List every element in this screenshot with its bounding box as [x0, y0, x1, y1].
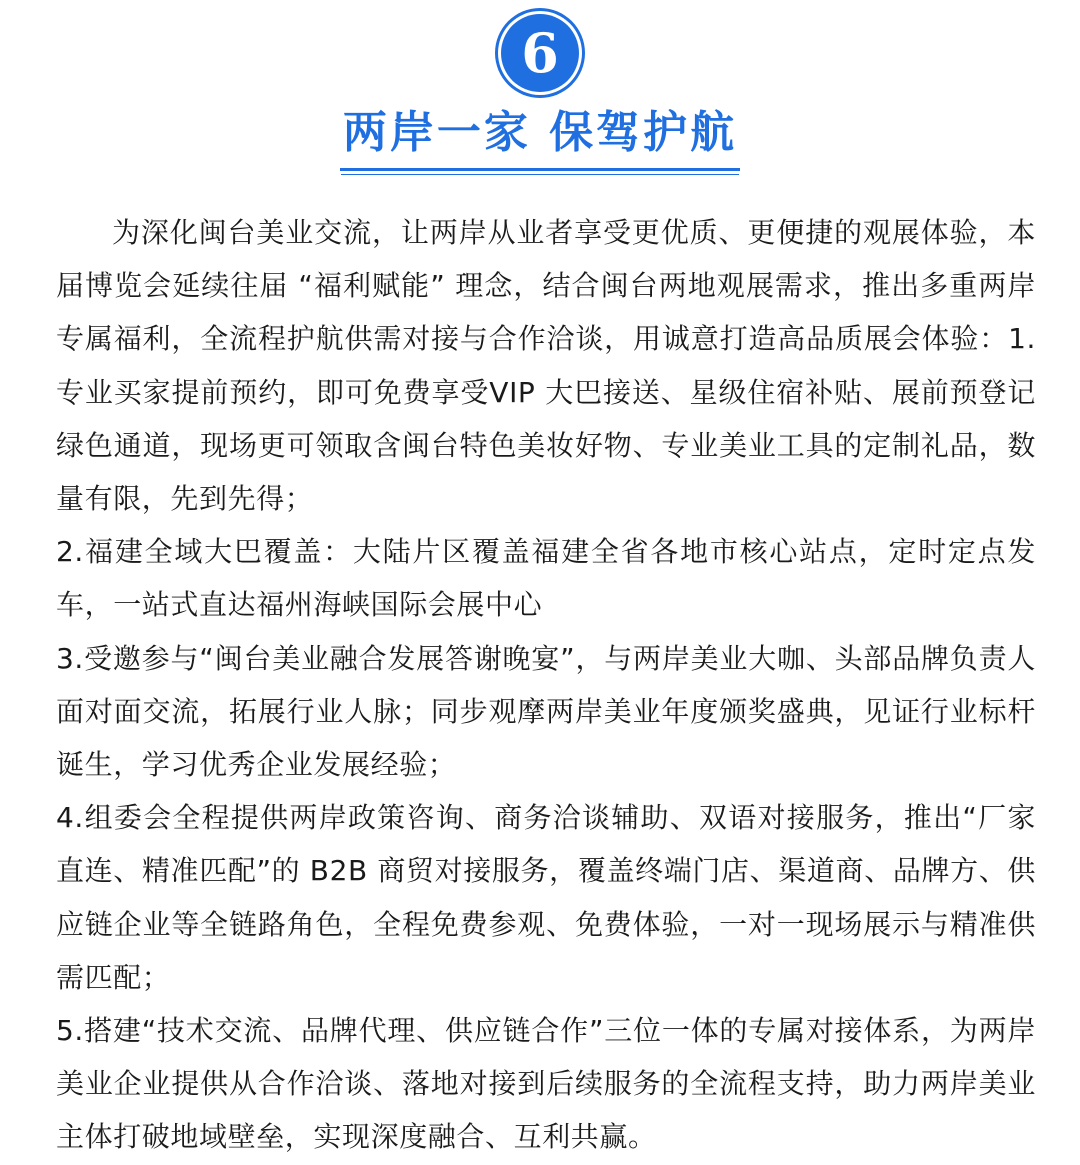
- section-title: 两岸一家 保驾护航: [342, 107, 738, 158]
- paragraph-item-2: 2.福建全域大巴覆盖：大陆片区覆盖福建全省各地市核心站点，定时定点发车，一站式直达福州海峡国际会展中心: [56, 535, 1036, 622]
- section-number-badge-wrap: [0, 14, 1080, 92]
- paragraph-item-3: 3.受邀参与“闽台美业融合发展答谢晚宴”，与两岸美业大咖、头部品牌负责人面对面交流，拓展行业人脉；同步观摩两岸美业年度颁奖盛典，见证行业标杆诞生，学习优秀企业发展经验；: [56, 641, 1036, 782]
- paragraph-intro: 为深化闽台美业交流，让两岸从业者享受更优质、更便捷的观展体验，本届博览会延续往届 “福利赋能” 理念，结合闽台两地观展需求，推出多重两岸专属福利，全流程护航供需对接与合作洽谈，用诚意打造高品质展会体验：1.专业买家提前预约，即可免费享受VIP 大巴接送、星级住宿补贴、展前预登记绿色通道，现场更可领取含闽台特色美妆好物、专业美业工具的定制礼品，数量有限，先到先得；: [56, 216, 1036, 516]
- paragraph-item-4: 4.组委会全程提供两岸政策咨询、商务洽谈辅助、双语对接服务，推出“厂家直连、精准匹配”的 B2B 商贸对接服务，覆盖终端门店、渠道商、品牌方、供应链企业等全链路角色，全程免费参观、免费体验，一对一现场展示与精准供需匹配；: [56, 801, 1036, 994]
- title-underline: [340, 168, 740, 171]
- paragraph-item-5: 5.搭建“技术交流、品牌代理、供应链合作”三位一体的专属对接体系，为两岸美业企业提供从合作洽谈、落地对接到后续服务的全流程支持，助力两岸美业主体打破地域壁垒，实现深度融合、互利共赢。: [56, 1014, 1036, 1154]
- section-number-badge: 6: [501, 14, 579, 92]
- article-body: [56, 206, 1036, 1164]
- section-heading: [0, 104, 1080, 171]
